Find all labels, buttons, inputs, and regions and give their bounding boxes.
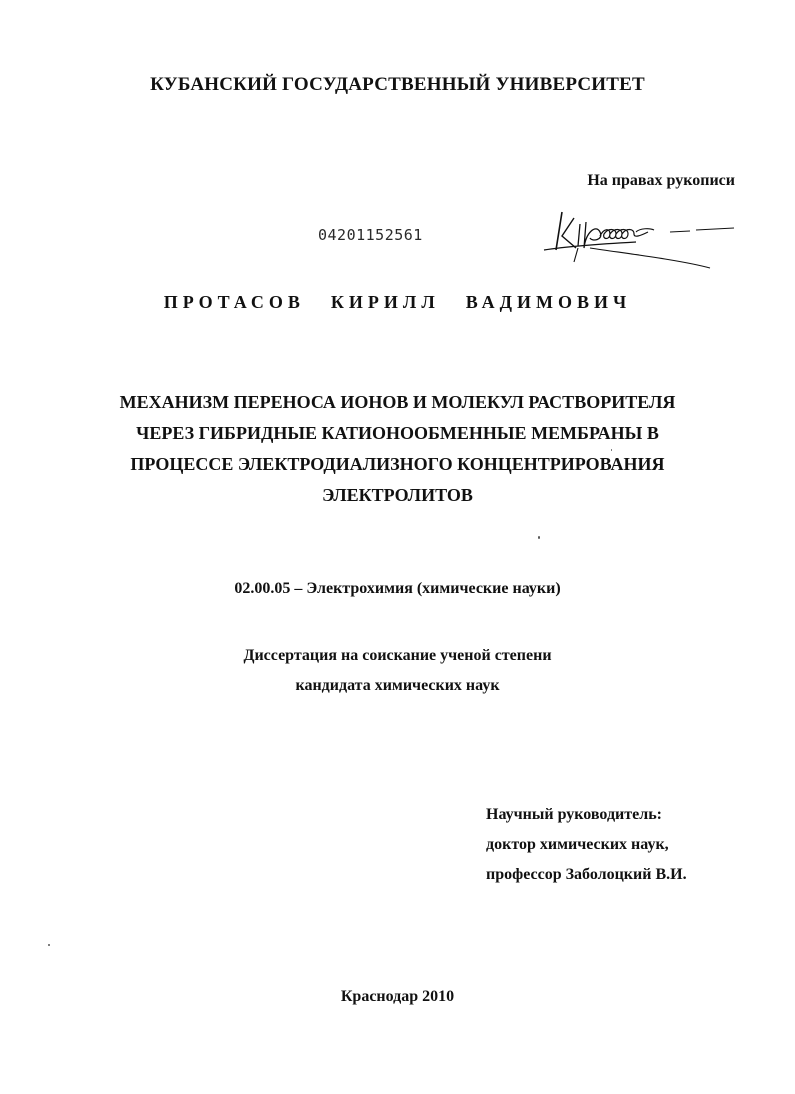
scan-speck: [48, 944, 50, 946]
supervisor-label: Научный руководитель:: [486, 806, 662, 823]
specialty-code: 02.00.05 – Электрохимия (химические науки): [234, 580, 561, 597]
handwritten-signature: [540, 202, 740, 277]
scan-speck: [538, 536, 540, 539]
degree-statement: [0, 641, 795, 701]
author-first-name: КИРИЛЛ: [330, 292, 440, 312]
author-surname: ПРОТАСОВ: [163, 292, 305, 312]
scan-speck: [611, 449, 612, 451]
degree-line: кандидата химических наук: [295, 677, 500, 694]
manuscript-rights-note: На правах рукописи: [587, 172, 735, 189]
university-name: КУБАНСКИЙ ГОСУДАРСТВЕННЫЙ УНИВЕРСИТЕТ: [150, 74, 645, 95]
document-code: 04201152561: [318, 226, 423, 244]
title-line: МЕХАНИЗМ ПЕРЕНОСА ИОНОВ И МОЛЕКУЛ РАСТВОРИТЕЛЯ: [119, 392, 676, 412]
title-line: ЭЛЕКТРОЛИТОВ: [322, 485, 473, 505]
dissertation-title: [0, 387, 795, 511]
title-line: ЧЕРЕЗ ГИБРИДНЫЕ КАТИОНООБМЕННЫЕ МЕМБРАНЫ В: [136, 423, 659, 443]
supervisor-block: [486, 800, 687, 890]
title-line: ПРОЦЕССЕ ЭЛЕКТРОДИАЛИЗНОГО КОНЦЕНТРИРОВАНИЯ: [130, 454, 665, 474]
author-patronymic: ВАДИМОВИЧ: [465, 292, 632, 312]
supervisor-name: профессор Заболоцкий В.И.: [486, 866, 687, 883]
author-name: [0, 292, 795, 313]
degree-line: Диссертация на соискание ученой степени: [243, 647, 552, 664]
supervisor-title: доктор химических наук,: [486, 836, 669, 853]
city-and-year: Краснодар 2010: [340, 988, 455, 1005]
